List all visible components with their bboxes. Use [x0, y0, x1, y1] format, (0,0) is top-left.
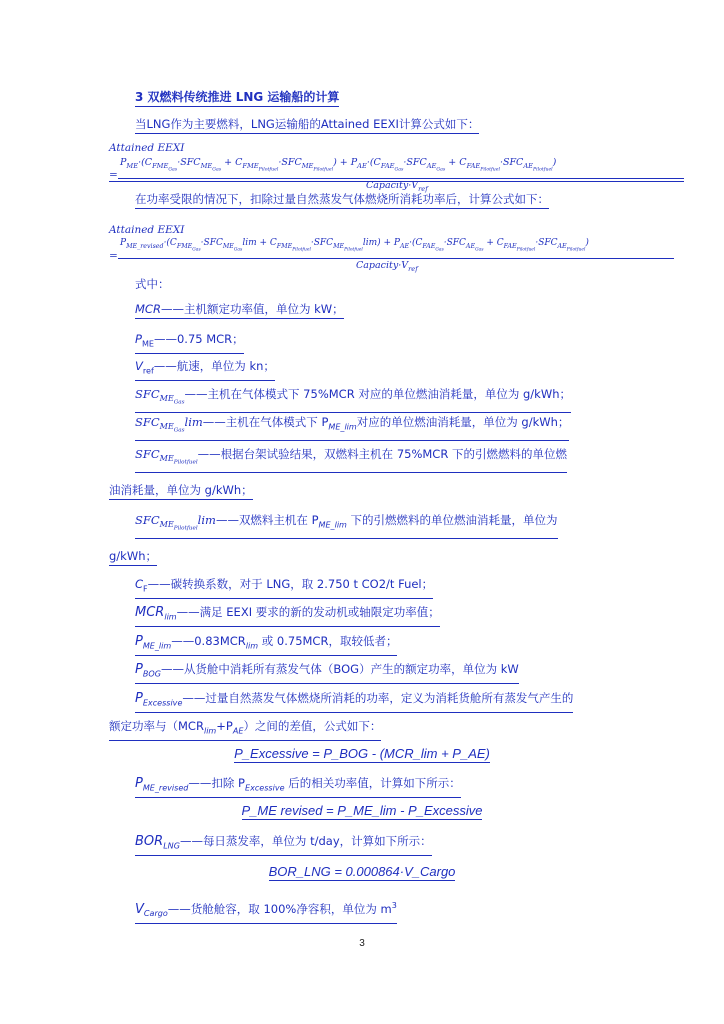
formula2-lhs-text: Attained EEXI [109, 224, 185, 236]
formula1-underline [109, 181, 684, 182]
formula2-fraction-bar [118, 258, 674, 259]
def-sfc-pilotlim-suffix: lim [197, 513, 216, 527]
def-sfc-pilot-text: ——根据台架试验结果，双燃料主机在 75%MCR 下的引燃燃料的单位燃 [197, 447, 567, 461]
def-vref [135, 358, 275, 381]
def-cf [135, 576, 433, 599]
def-pexcessive-cont [109, 718, 381, 741]
def-pme-sub: ME [141, 339, 154, 349]
def-pexcessive [135, 690, 573, 713]
def-sfc-pilotlim-text2: 下的引燃燃料的单位燃油消耗量，单位为 [346, 513, 558, 527]
def-sfc-pilot-cont-text: 油消耗量，单位为 g/kWh； [109, 483, 253, 497]
def-sfc-gaslim-text2: 对应的单位燃油消耗量，单位为 g/kWh； [356, 415, 570, 429]
formula1-lhs-text: Attained EEXI [109, 142, 185, 154]
def-sfc-gaslim [135, 414, 569, 441]
where-label-text: 式中： [135, 277, 170, 291]
def-vcargo-sup: 3 [391, 901, 397, 910]
def-pmerevised-text-sub: Excessive [245, 783, 285, 793]
formula2-lhs [109, 224, 184, 236]
def-mcr-symbol: MCR [135, 302, 161, 316]
def-sfc-pilotlim-cont [109, 548, 157, 566]
def-cf-sub: F [143, 584, 148, 594]
def-pme-text: ——0.75 MCR； [153, 332, 244, 346]
def-pmerevised-symbol: P [135, 776, 143, 791]
def-pexcessive-cont-sub2: AE [232, 726, 244, 736]
def-pexcessive-cont3: ）之间的差值，公式如下： [243, 719, 382, 733]
formula1-fraction-bar [118, 178, 684, 179]
pexcessive-equation-text: P_Excessive = P_BOG - (MCR_lim + P_AE) [234, 746, 490, 761]
def-mcrlim-text: ——满足 EEXI 要求的新的发动机或轴限定功率值； [176, 605, 440, 619]
def-pbog [135, 661, 519, 684]
def-pmerevised-sub: ME_revised [142, 783, 189, 793]
def-sfc-pilotlim-sub: ME [159, 520, 174, 530]
def-vcargo-symbol: V [135, 901, 144, 917]
def-sfc-pilotlim-text-sub: ME_lim [318, 520, 347, 530]
def-pexcessive-cont-text: 额定功率与（MCR [109, 719, 204, 733]
def-vref-sub: ref [142, 366, 154, 376]
def-mcrlim-sub: lim [164, 612, 177, 622]
limited-intro-text: 在功率受限的情况下，扣除过量自然蒸发气体燃烧所消耗功率后，计算公式如下： [135, 192, 549, 206]
def-pbog-text: ——从货舱中消耗所有蒸发气体（BOG）产生的额定功率，单位为 kW [160, 662, 519, 676]
def-sfc-gaslim-text: ——主机在气体模式下 P [202, 415, 329, 429]
def-pmerevised-text2: 后的相关功率值，计算如下所示： [284, 776, 461, 790]
page-number [0, 938, 724, 949]
formula1-eq-sign [109, 169, 118, 181]
formula2-numerator: $P_{ME\_revised}\cdot(C_{FME_{Gas}}\cdot SFC_{ME_{Gas}}\lim + C_{FME_{Pilotfuel}}\cdot SFC_{ME_{Pilotfuel}}\lim) + P_{AE}\cdot(C_{FAE_{Gas}}\cdot SFC_{AE_{Gas}} + C_{FAE_{Pilotfuel}}\cdot SFC_{AE_{Pilotfuel}})$ [120, 238, 589, 253]
pexcessive-equation [0, 746, 724, 761]
section-title-text: 3 双燃料传统推进 LNG 运输船的计算 [135, 90, 340, 104]
formula2-denominator: $Capacity\cdot V_{ref}$ [356, 260, 418, 273]
def-borlng-symbol: BOR [135, 834, 164, 849]
borlng-equation [0, 864, 724, 879]
def-sfc-gas-sub2: Gas [173, 399, 185, 406]
def-sfc-gas [135, 386, 571, 413]
formula1-lhs [109, 142, 184, 154]
def-sfc-pilotlim-cont-text: g/kWh； [109, 549, 157, 563]
def-cf-symbol: C [135, 577, 144, 591]
page-number-text: 3 [359, 938, 365, 949]
def-pme-symbol: P [135, 332, 142, 346]
def-sfc-gas-symbol: SFC [135, 387, 160, 401]
def-mcrlim [135, 604, 440, 627]
def-sfc-pilot-sub2: Pilotfuel [173, 459, 198, 466]
pmerevised-equation [0, 803, 724, 818]
pmerevised-equation-text: P_ME revised = P_ME_lim - P_Excessive [241, 803, 483, 818]
def-pmelim-text-sub: lim [245, 641, 259, 651]
borlng-equation-text: BOR_LNG = 0.000864·V_Cargo [268, 864, 456, 879]
def-pexcessive-text: ——过量自然蒸发气体燃烧所消耗的功率，定义为消耗货舱所有蒸发气产生的 [182, 691, 574, 705]
def-mcr-text: ——主机额定功率值，单位为 kW； [160, 302, 344, 316]
def-pmelim-symbol: P [135, 634, 143, 649]
def-pexcessive-cont2: +P [216, 719, 233, 733]
def-sfc-pilot-symbol: SFC [135, 447, 160, 461]
def-pmelim-sub: ME_lim [142, 641, 172, 651]
def-mcr [135, 301, 344, 319]
def-sfc-gaslim-sub2: Gas [173, 427, 185, 434]
limited-intro [135, 191, 549, 209]
where-label [135, 276, 170, 292]
def-pme [135, 331, 244, 354]
def-pexcessive-symbol: P [135, 691, 143, 706]
formula1-numerator: $P_{ME}\cdot(C_{FME_{Gas}}\cdot SFC_{ME_{Gas}} + C_{FME_{Pilotfuel}}\cdot SFC_{ME_{Pilotfuel}}) + P_{AE}\cdot(C_{FAE_{Gas}}\cdot SFC_{AE_{Gas}} + C_{FAE_{Pilotfuel}}\cdot SFC_{AE_{Pilotfuel}})$ [120, 157, 557, 173]
def-pexcessive-cont-sub: lim [203, 726, 217, 736]
def-pexcessive-sub: Excessive [142, 698, 183, 708]
intro-paragraph [135, 116, 479, 134]
def-borlng-sub: LNG [163, 841, 180, 851]
def-pmelim [135, 633, 397, 656]
def-vcargo [135, 898, 397, 924]
def-borlng [135, 833, 432, 856]
def-sfc-gaslim-symbol: SFC [135, 415, 160, 429]
def-vcargo-text: ——货舱舱容，取 100%净容积，单位为 m [167, 901, 392, 916]
formula1-eq-text: = [109, 169, 118, 181]
def-pbog-sub: BOG [142, 669, 161, 679]
def-sfc-pilot [135, 446, 567, 473]
def-sfc-gas-text: ——主机在气体模式下 75%MCR 对应的单位燃油消耗量，单位为 g/kWh； [184, 387, 571, 401]
def-mcrlim-symbol: MCR [135, 605, 165, 620]
def-cf-text: ——碳转换系数，对于 LNG，取 2.750 t CO2/t Fuel； [147, 577, 434, 591]
def-sfc-pilotlim [135, 512, 558, 539]
section-title [135, 89, 339, 107]
def-sfc-pilotlim-text: ——双燃料主机在 P [215, 513, 319, 527]
def-pbog-symbol: P [135, 662, 143, 677]
def-vref-text: ——航速，单位为 kn； [153, 359, 275, 373]
def-sfc-gas-sub: ME [159, 394, 174, 404]
formula1-denominator: $Capacity\cdot V_{ref}$ [366, 180, 428, 193]
formula2-eq-text: = [109, 250, 118, 262]
def-pmerevised [135, 775, 461, 798]
def-sfc-pilot-sub: ME [159, 454, 174, 464]
def-sfc-pilotlim-sub2: Pilotfuel [173, 525, 198, 532]
def-sfc-gaslim-sub: ME [159, 422, 174, 432]
def-sfc-gaslim-text-sub: ME_lim [328, 422, 357, 432]
formula2-eq-sign [109, 250, 118, 262]
intro-text: 当LNG作为主要燃料，LNG运输船的Attained EEXI计算公式如下： [135, 117, 480, 131]
def-borlng-text: ——每日蒸发率，单位为 t/day，计算如下所示： [179, 834, 432, 848]
def-pmelim-text: ——0.83MCR [171, 634, 246, 648]
def-sfc-gaslim-suffix: lim [184, 415, 203, 429]
def-sfc-pilot-cont [109, 482, 253, 500]
def-vref-symbol: V [135, 359, 143, 373]
def-pmelim-text2: 或 0.75MCR，取较低者； [258, 634, 398, 648]
def-pmerevised-text: ——扣除 P [188, 776, 245, 790]
def-vcargo-sub: Cargo [143, 909, 168, 919]
def-sfc-pilotlim-symbol: SFC [135, 513, 160, 527]
